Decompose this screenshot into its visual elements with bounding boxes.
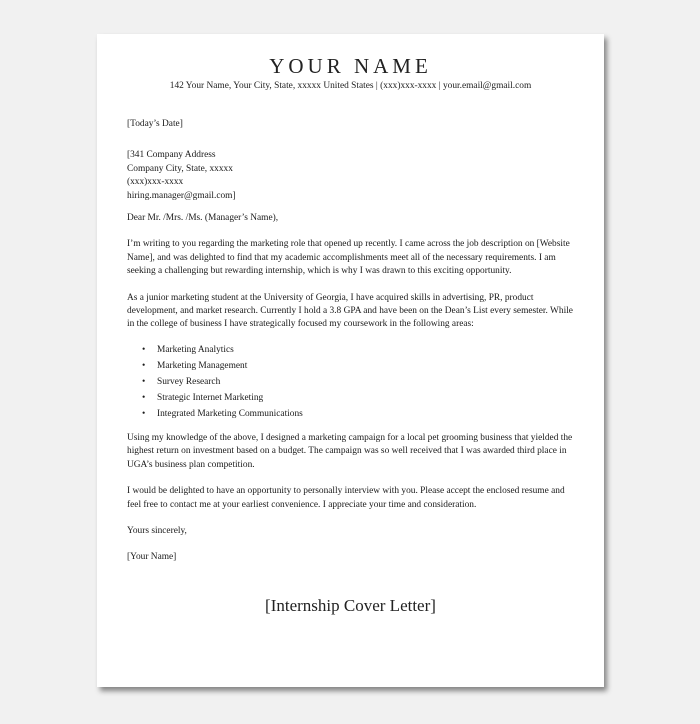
closing-phrase: Yours sincerely,	[127, 525, 187, 536]
bullet-icon: •	[142, 360, 146, 371]
list-item-label: Survey Research	[157, 376, 221, 387]
address-phone: (xxx)xxx-xxxx	[127, 177, 184, 188]
address-email: hiring.manager@gmail.com]	[127, 190, 236, 201]
salutation: Dear Mr. /Mrs. /Ms. (Manager’s Name),	[127, 213, 279, 224]
sender-name: YOUR NAME	[269, 54, 432, 78]
signature-name: [Your Name]	[127, 552, 177, 563]
paragraph-background: As a junior marketing student at the University of Georgia, I have acquired skills in advertising, PR, product development, and market research. Currently I hold a 3.8 GPA and have been on the Dean’s List every semester. While in the college of business I have strategically focused my coursework in the following areas:	[127, 292, 573, 330]
list-item	[127, 390, 579, 406]
bullet-icon: •	[142, 376, 146, 387]
list-item	[127, 342, 579, 358]
document-page	[97, 34, 604, 687]
letter-date: [Today’s Date]	[127, 119, 183, 129]
list-item	[127, 374, 579, 390]
list-item-label: Strategic Internet Marketing	[157, 392, 264, 403]
list-item-label: Marketing Analytics	[157, 344, 234, 355]
coursework-list	[127, 342, 579, 422]
paragraph-intro: I’m writing to you regarding the marketing role that opened up recently. I came across the job description on [Website Name], and was delighted to find that my academic accomplishments meet all of the necessary requirements. I am seeking a challenging but rewarding internship, which is why I was drawn to this exciting opportunity.	[127, 239, 570, 277]
letter-body	[127, 118, 579, 565]
bullet-icon: •	[142, 408, 146, 419]
list-item-label: Integrated Marketing Communications	[157, 408, 303, 419]
paragraph-closing: I would be delighted to have an opportunity to personally interview with you. Please accept the enclosed resume and feel free to contact me at your earliest convenience. I appreciate your time and consideration.	[127, 486, 565, 510]
address-line: [341 Company Address	[127, 150, 216, 161]
paragraph-achievement: Using my knowledge of the above, I designed a marketing campaign for a local pet grooming business that yielded the highest return on investment based on a budget. The campaign was so well received that I was awarded third place in UGA’s business plan competition.	[127, 432, 573, 470]
list-item	[127, 358, 579, 374]
sender-contact-info: 142 Your Name, Your City, State, xxxxx United States | (xxx)xxx-xxxx | your.email@gmail.com	[169, 81, 532, 91]
address-line: Company City, State, xxxxx	[127, 163, 233, 174]
bullet-icon: •	[142, 344, 146, 355]
list-item-label: Marketing Management	[157, 360, 248, 371]
document-title: [Internship Cover Letter]	[265, 596, 436, 615]
bullet-icon: •	[142, 392, 146, 403]
list-item	[127, 406, 579, 422]
